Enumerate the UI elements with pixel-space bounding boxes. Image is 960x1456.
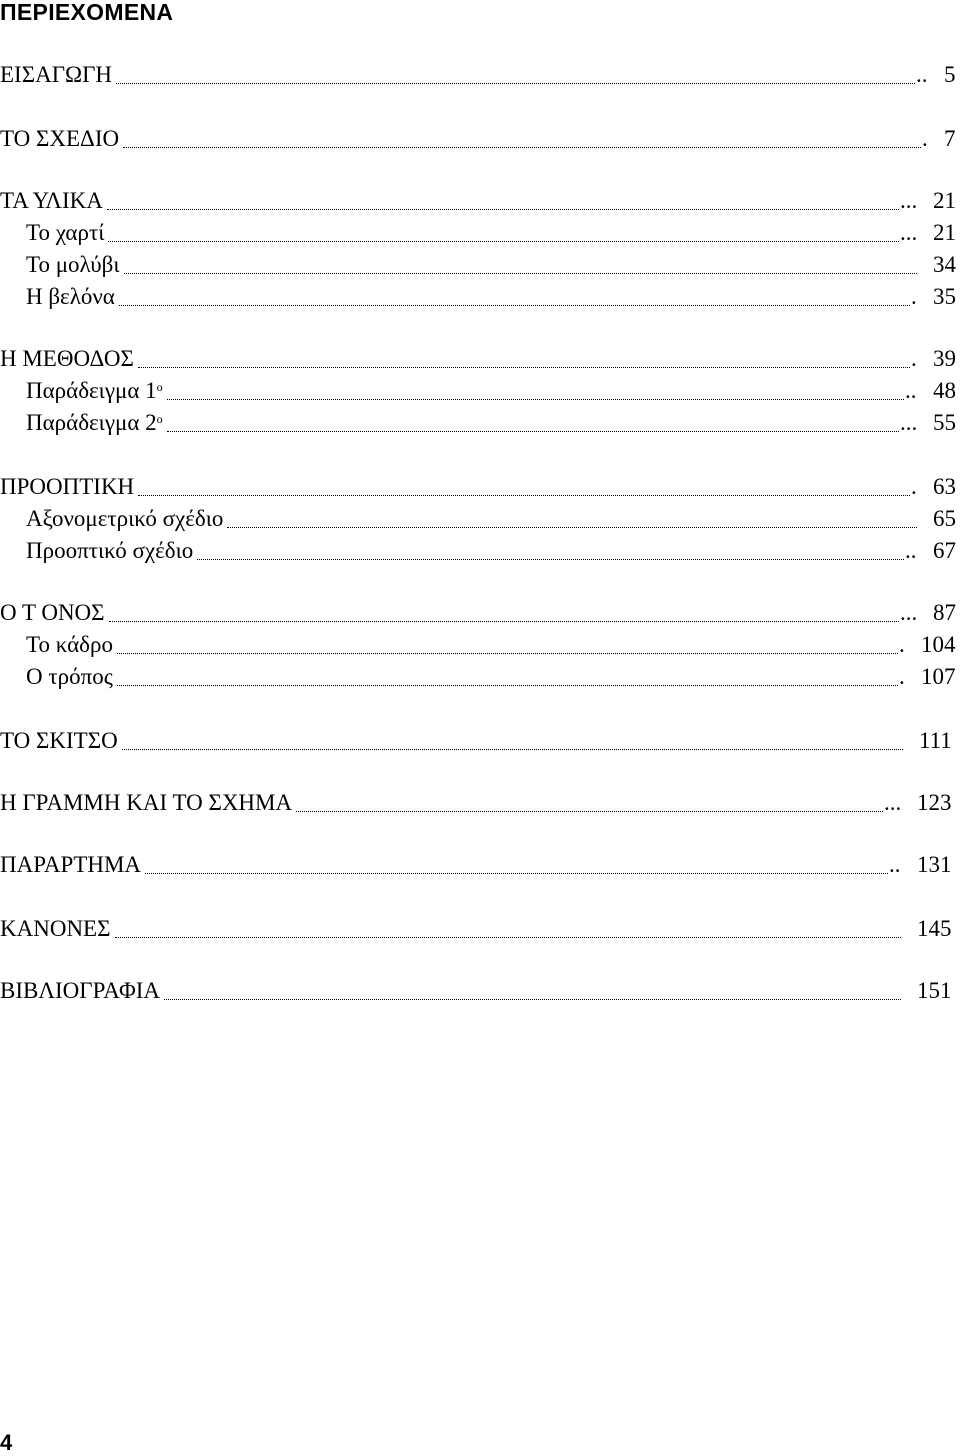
toc-title: ΚΑΝΟΝΕΣ: [0, 916, 111, 941]
toc-page-number: 35: [933, 284, 956, 309]
toc-leader: [117, 653, 898, 654]
toc-title: [26, 411, 163, 434]
footer-page-number: 4: [0, 1430, 13, 1455]
toc-dots: ...: [900, 410, 918, 435]
toc-page-number: 87: [933, 600, 956, 625]
toc-title: ΠΑΡΑΡΤΗΜΑ: [0, 852, 142, 877]
toc-leader: [109, 621, 899, 622]
toc-leader: [108, 241, 899, 242]
toc-leader: [122, 749, 903, 750]
toc-page-number: 151: [917, 978, 952, 1003]
toc-leader: [296, 811, 883, 812]
toc-leader: [115, 937, 901, 938]
toc-page-number: 65: [933, 506, 956, 531]
toc-leader: [124, 273, 917, 274]
toc-page-number: 21: [933, 188, 956, 213]
toc-leader: [145, 873, 888, 874]
toc-page-number: 5: [944, 62, 956, 87]
toc-title: Προοπτικό σχέδιο: [26, 538, 194, 563]
toc-leader: [123, 147, 921, 148]
toc-title: ΤΟ ΣΧΕΔΙΟ: [0, 126, 120, 151]
toc-title: Το χαρτί: [26, 220, 105, 245]
toc-dots: ..: [916, 62, 928, 87]
toc-page-number: 34: [933, 252, 956, 277]
toc-dots: ...: [884, 790, 902, 815]
toc-leader: [227, 527, 917, 528]
toc-title: ΕΙΣΑΓΩΓΗ: [0, 62, 113, 87]
toc-page-number: 63: [933, 474, 956, 499]
toc-title: Το κάδρο: [26, 632, 113, 657]
toc-leader: [164, 999, 901, 1000]
toc-page-number: 107: [921, 664, 956, 689]
toc-dots: ...: [900, 600, 918, 625]
toc-dots: ...: [900, 188, 918, 213]
toc-dots: .: [911, 474, 917, 499]
toc-title: Η ΓΡΑΜΜΗ ΚΑΙ ΤΟ ΣΧΗΜΑ: [0, 790, 293, 815]
toc-title: ΤΟ ΣΚΙΤΣΟ: [0, 728, 118, 753]
toc-title: [26, 379, 163, 402]
toc-title-text: Παράδειγμα 2: [26, 410, 157, 435]
toc-title: ΒΙΒΛΙΟΓΡΑΦΙΑ: [0, 978, 161, 1003]
toc-dots: ..: [905, 378, 917, 403]
toc-dots: .: [899, 664, 905, 689]
toc-leader: [197, 559, 904, 560]
toc-title: ΤΑ ΥΛΙΚΑ: [0, 188, 103, 213]
toc-leader: [117, 685, 898, 686]
toc-page-number: 21: [933, 220, 956, 245]
toc-page-number: 67: [933, 538, 956, 563]
toc-leader: [116, 83, 915, 84]
toc-dots: ..: [889, 852, 901, 877]
toc-page-number: 123: [917, 790, 952, 815]
toc-page-number: 131: [917, 852, 952, 877]
toc-title: Η ΜΕΘΟΔΟΣ: [0, 346, 134, 371]
toc-page-number: 7: [944, 126, 956, 151]
toc-dots: .: [911, 284, 917, 309]
toc-page-number: 48: [933, 378, 956, 403]
toc-title: Ο Τ ΟΝΟΣ: [0, 600, 105, 625]
toc-page-number: 55: [933, 410, 956, 435]
toc-page-number: 39: [933, 346, 956, 371]
toc-title: Η βελόνα: [26, 284, 115, 309]
toc-title: ΠΡΟΟΠΤΙΚΗ: [0, 474, 135, 499]
ordinal-suffix: ο: [156, 380, 163, 394]
toc-dots: ...: [900, 220, 918, 245]
toc-dots: .: [899, 632, 905, 657]
toc-leader: [138, 367, 910, 368]
toc-leader: [138, 495, 910, 496]
toc-title: Αξονομετρικό σχέδιο: [26, 506, 224, 531]
toc-page-number: 111: [919, 728, 952, 753]
page-heading: ΠΕΡΙΕΧΟΜΕΝΑ: [0, 0, 174, 25]
toc-leader: [167, 399, 904, 400]
toc-leader: [107, 209, 899, 210]
toc-page-number: 104: [921, 632, 956, 657]
toc-dots: .: [922, 126, 928, 151]
toc-dots: ..: [905, 538, 917, 563]
toc-leader: [119, 305, 910, 306]
toc-title-text: Παράδειγμα 1: [26, 378, 157, 403]
toc-dots: .: [911, 346, 917, 371]
toc-page-number: 145: [917, 916, 952, 941]
toc-title: Ο τρόπος: [26, 664, 113, 689]
toc-title: Το μολύβι: [26, 252, 120, 277]
toc-leader: [167, 431, 899, 432]
ordinal-suffix: ο: [156, 412, 163, 426]
